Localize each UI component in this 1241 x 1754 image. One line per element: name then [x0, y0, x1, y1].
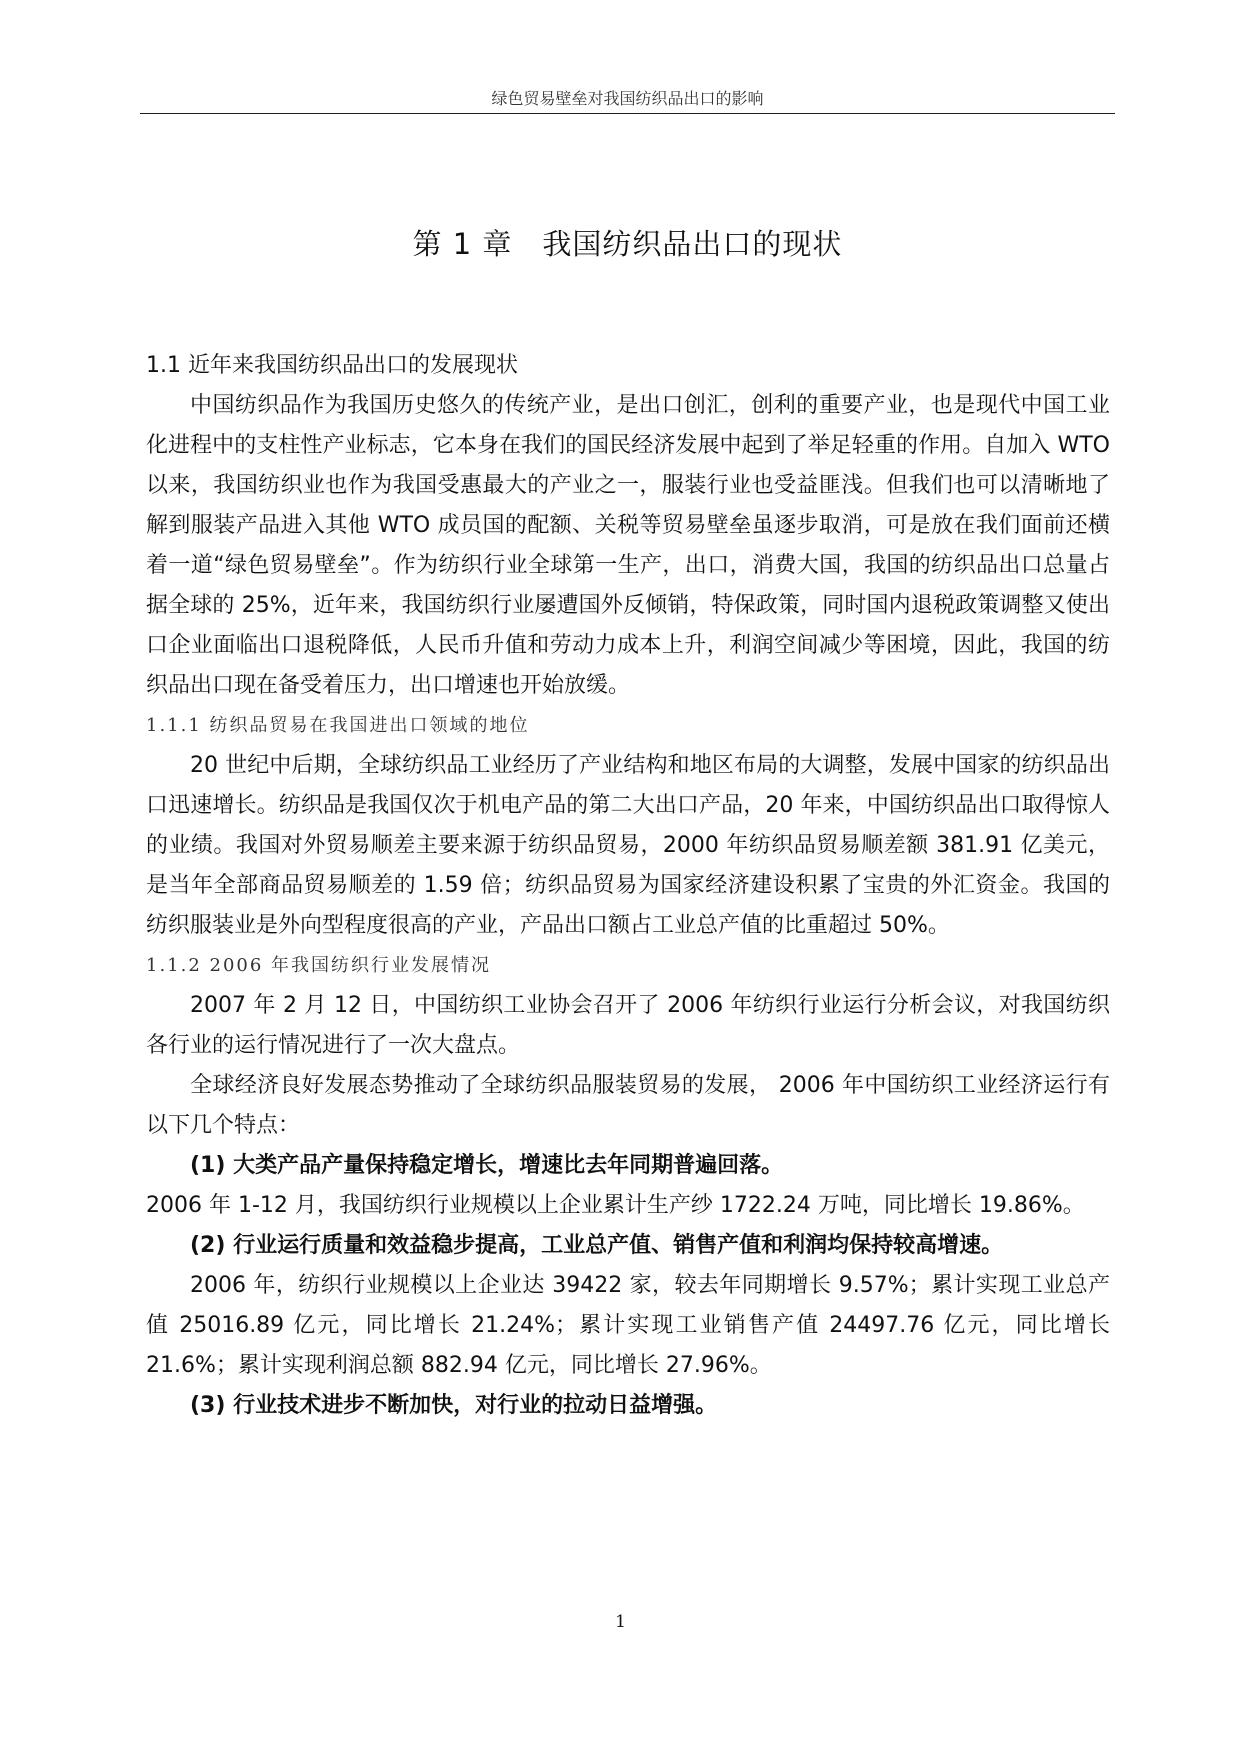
point-1-text: 2006 年 1-12 月，我国纺织行业规模以上企业累计生产纱 1722.24 万吨，同比增长 19.86%。 [146, 1193, 1085, 1218]
point-1-heading: (1) 大类产品产量保持稳定增长，增速比去年同期普遍回落。 [190, 1153, 784, 1178]
body-content [146, 346, 1110, 1426]
section-heading-1-1: 1.1 近年来我国纺织品出口的发展现状 [146, 353, 518, 378]
header-rule [140, 113, 1115, 114]
subsection-heading-1-1-1: 1.1.1 纺织品贸易在我国进出口领域的地位 [146, 715, 530, 736]
paragraph-1-1: 中国纺织品作为我国历史悠久的传统产业，是出口创汇，创利的重要产业，也是现代中国工业化进程中的支柱性产业标志，它本身在我们的国民经济发展中起到了举足轻重的作用。自加入 WTO 以来，我国纺织业也作为我国受惠最大的产业之一，服装行业也受益匪浅。但我们也可以清晰地了解到服装产品进入其他 WTO 成员国的配额、关税等贸易壁垒虽逐步取消，可是放在我们面前还横着一道“绿色贸易壁垒”。作为纺织行业全球第一生产，出口，消费大国，我国的纺织品出口总量占据全球的 25%，近年来，我国纺织行业屡遭国外反倾销，特保政策，同时国内退税政策调整又使出口企业面临出口退税降低，人民币升值和劳动力成本上升，利润空间减少等困境，因此，我国的纺织品出口现在备受着压力，出口增速也开始放缓。 [146, 393, 1110, 698]
page-number: 1 [615, 1612, 626, 1632]
subsection-heading-1-1-2: 1.1.2 2006 年我国纺织行业发展情况 [146, 955, 492, 976]
paragraph-1-1-2-b: 全球经济良好发展态势推动了全球纺织品服装贸易的发展， 2006 年中国纺织工业经济运行有以下几个特点： [146, 1073, 1110, 1138]
paragraph-1-1-2-a: 2007 年 2 月 12 日，中国纺织工业协会召开了 2006 年纺织行业运行分析会议，对我国纺织各行业的运行情况进行了一次大盘点。 [146, 993, 1110, 1058]
point-2-heading: (2) 行业运行质量和效益稳步提高，工业总产值、销售产值和利润均保持较高增速。 [190, 1233, 1004, 1258]
point-3-heading: (3) 行业技术进步不断加快，对行业的拉动日益增强。 [190, 1393, 718, 1418]
paragraph-1-1-1: 20 世纪中后期，全球纺织品工业经历了产业结构和地区布局的大调整，发展中国家的纺织品出口迅速增长。纺织品是我国仅次于机电产品的第二大出口产品，20 年来，中国纺织品出口取得惊人的业绩。我国对外贸易顺差主要来源于纺织品贸易，2000 年纺织品贸易顺差额 381.91 亿美元，是当年全部商品贸易顺差的 1.59 倍；纺织品贸易为国家经济建设积累了宝贵的外汇资金。我国的纺织服装业是外向型程度很高的产业，产品出口额占工业总产值的比重超过 50%。 [146, 753, 1110, 938]
running-header: 绿色贸易壁垒对我国纺织品出口的影响 [491, 89, 764, 108]
point-2-text: 2006 年，纺织行业规模以上企业达 39422 家，较去年同期增长 9.57%；累计实现工业总产值 25016.89 亿元，同比增长 21.24%；累计实现工业销售产值 24497.76 亿元，同比增长 21.6%；累计实现利润总额 882.94 亿元，同比增长 27.96%。 [146, 1273, 1110, 1378]
chapter-title: 第 1 章 我国纺织品出口的现状 [412, 227, 843, 261]
